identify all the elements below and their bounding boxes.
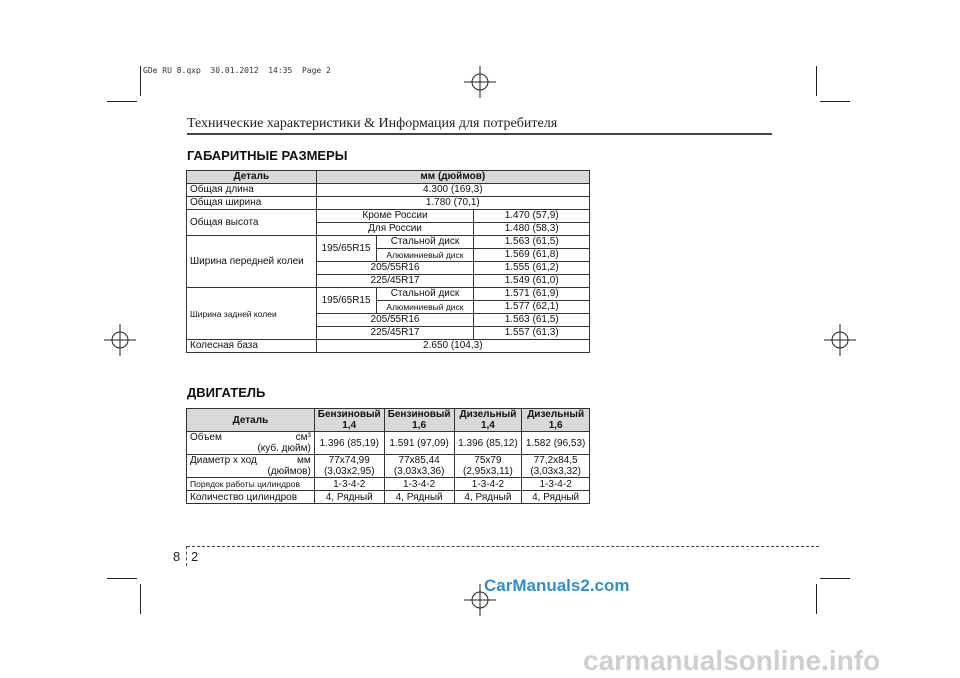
tire-size: 205/55R16 (316, 262, 474, 275)
row-label: Общая длина (187, 184, 317, 197)
row-value: 1.591 (97,09) (384, 432, 454, 455)
sub-label: Для России (316, 223, 474, 236)
col-engine-volume: 1,4 (342, 420, 357, 431)
row-value (314, 455, 384, 478)
row-value (522, 455, 590, 478)
row-unit-sub: (куб. дюйм) (257, 443, 311, 454)
sub-label: Алюминиевый диск (376, 249, 474, 262)
row-label-text: Диаметр x ход (190, 455, 257, 466)
row-value: 4, Рядный (384, 491, 454, 504)
table-row (187, 491, 590, 504)
table-row (187, 432, 590, 455)
value-mm: 77x74,99 (328, 455, 370, 466)
col-engine-type: Дизельный (459, 409, 517, 420)
table-header-row (187, 171, 590, 184)
col-engine-type: Бензиновый (387, 409, 451, 420)
value-mm: 77,2x84,5 (533, 455, 578, 466)
value-in: (3,03x3,32) (530, 466, 581, 477)
crop-mark (140, 66, 141, 96)
row-label-text: Объем (190, 432, 222, 443)
sub-label: Стальной диск (376, 236, 474, 249)
sub-label: Кроме России (316, 210, 474, 223)
value-mm: 77x85,44 (398, 455, 440, 466)
row-unit-sub: (дюймов) (267, 466, 311, 477)
row-value: 1.557 (61,3) (474, 327, 590, 340)
sub-label: Алюминиевый диск (376, 301, 474, 314)
row-value (384, 455, 454, 478)
col-engine (314, 409, 384, 432)
tire-size: 225/45R17 (316, 275, 474, 288)
col-engine (384, 409, 454, 432)
chapter-number: 8 (173, 549, 181, 564)
registration-mark-icon (104, 324, 136, 356)
row-value: 1.780 (70,1) (316, 197, 589, 210)
engine-heading: ДВИГАТЕЛЬ (187, 385, 266, 400)
row-value: 1-3-4-2 (384, 478, 454, 491)
crop-mark (107, 578, 137, 579)
table-row (187, 288, 590, 301)
row-value: 1.569 (61,8) (474, 249, 590, 262)
value-in: (3,03x3,36) (393, 466, 445, 477)
crop-mark (820, 578, 850, 579)
crop-mark (820, 101, 850, 102)
col-part: Деталь (187, 171, 317, 184)
dimensions-table (186, 170, 590, 353)
registration-mark-icon (464, 66, 496, 98)
row-value: 2.650 (104,3) (316, 340, 589, 353)
table-row (187, 478, 590, 491)
crop-mark (107, 101, 137, 102)
row-value: 1.396 (85,12) (454, 432, 522, 455)
print-header: GDe RU 8.qxp 30.01.2012 14:35 Page 2 (143, 66, 331, 75)
row-value: 1.563 (61,5) (474, 236, 590, 249)
row-label: Общая высота (187, 210, 317, 236)
page-number: 2 (191, 549, 199, 564)
tire-size: 225/45R17 (316, 327, 474, 340)
row-label: Колесная база (187, 340, 317, 353)
row-value: 1.555 (61,2) (474, 262, 590, 275)
row-value: 1-3-4-2 (314, 478, 384, 491)
table-row (187, 197, 590, 210)
row-value: 1.396 (85,19) (314, 432, 384, 455)
col-engine-volume: 1,6 (412, 420, 427, 431)
table-row (187, 184, 590, 197)
row-label: Ширина задней колеи (187, 288, 317, 340)
watermark-logo: CarManuals2.com (484, 576, 630, 595)
table-row (187, 236, 590, 249)
row-value: 1.549 (61,0) (474, 275, 590, 288)
value-in: (3,03x2,95) (323, 466, 375, 477)
value-in: (2,95x3,11) (463, 466, 513, 477)
row-value: 1-3-4-2 (454, 478, 522, 491)
col-mm: мм (дюймов) (316, 171, 589, 184)
tire-size: 205/55R16 (316, 314, 474, 327)
row-label: Порядок работы цилиндров (187, 478, 315, 491)
crop-mark (140, 584, 141, 614)
footer-rule (187, 546, 819, 547)
table-row (187, 340, 590, 353)
row-label: Общая ширина (187, 197, 317, 210)
crop-mark (816, 584, 817, 614)
col-engine-type: Бензиновый (317, 409, 381, 420)
col-part: Деталь (187, 409, 315, 432)
row-label: Ширина передней колеи (187, 236, 317, 288)
col-engine (522, 409, 590, 432)
registration-mark-icon (824, 324, 856, 356)
col-engine (454, 409, 522, 432)
row-value: 1.480 (58,3) (474, 223, 590, 236)
footer-divider (186, 546, 187, 566)
table-header-row (187, 409, 590, 432)
row-unit: см³ (295, 432, 311, 443)
table-row (187, 210, 590, 223)
row-label (187, 432, 315, 455)
row-label: Количество цилиндров (187, 491, 315, 504)
row-value: 4.300 (169,3) (316, 184, 589, 197)
dimensions-heading: ГАБАРИТНЫЕ РАЗМЕРЫ (187, 148, 348, 163)
title-rule (187, 133, 772, 135)
row-value: 1.563 (61,5) (474, 314, 590, 327)
value-mm: 75x79 (474, 455, 502, 466)
row-value: 4, Рядный (454, 491, 522, 504)
sub-label: Стальной диск (376, 288, 474, 301)
row-label (187, 455, 315, 478)
row-value: 1-3-4-2 (522, 478, 590, 491)
col-engine-volume: 1,4 (480, 420, 495, 431)
row-value: 1.577 (62,1) (474, 301, 590, 314)
engine-table (186, 408, 590, 504)
row-value: 4, Рядный (522, 491, 590, 504)
tire-size: 195/65R15 (316, 288, 376, 314)
table-row (187, 455, 590, 478)
row-unit: мм (297, 455, 311, 466)
row-value (454, 455, 522, 478)
watermark-text: carmanualsonline.info (583, 645, 881, 676)
section-title: Технические характеристики & Информация для потребителя (187, 116, 558, 131)
row-value: 1.582 (96,53) (522, 432, 590, 455)
row-value: 4, Рядный (314, 491, 384, 504)
row-value: 1.571 (61,9) (474, 288, 590, 301)
row-value: 1.470 (57,9) (474, 210, 590, 223)
crop-mark (816, 66, 817, 96)
tire-size: 195/65R15 (316, 236, 376, 262)
col-engine-volume: 1,6 (548, 420, 563, 431)
col-engine-type: Дизельный (527, 409, 585, 420)
